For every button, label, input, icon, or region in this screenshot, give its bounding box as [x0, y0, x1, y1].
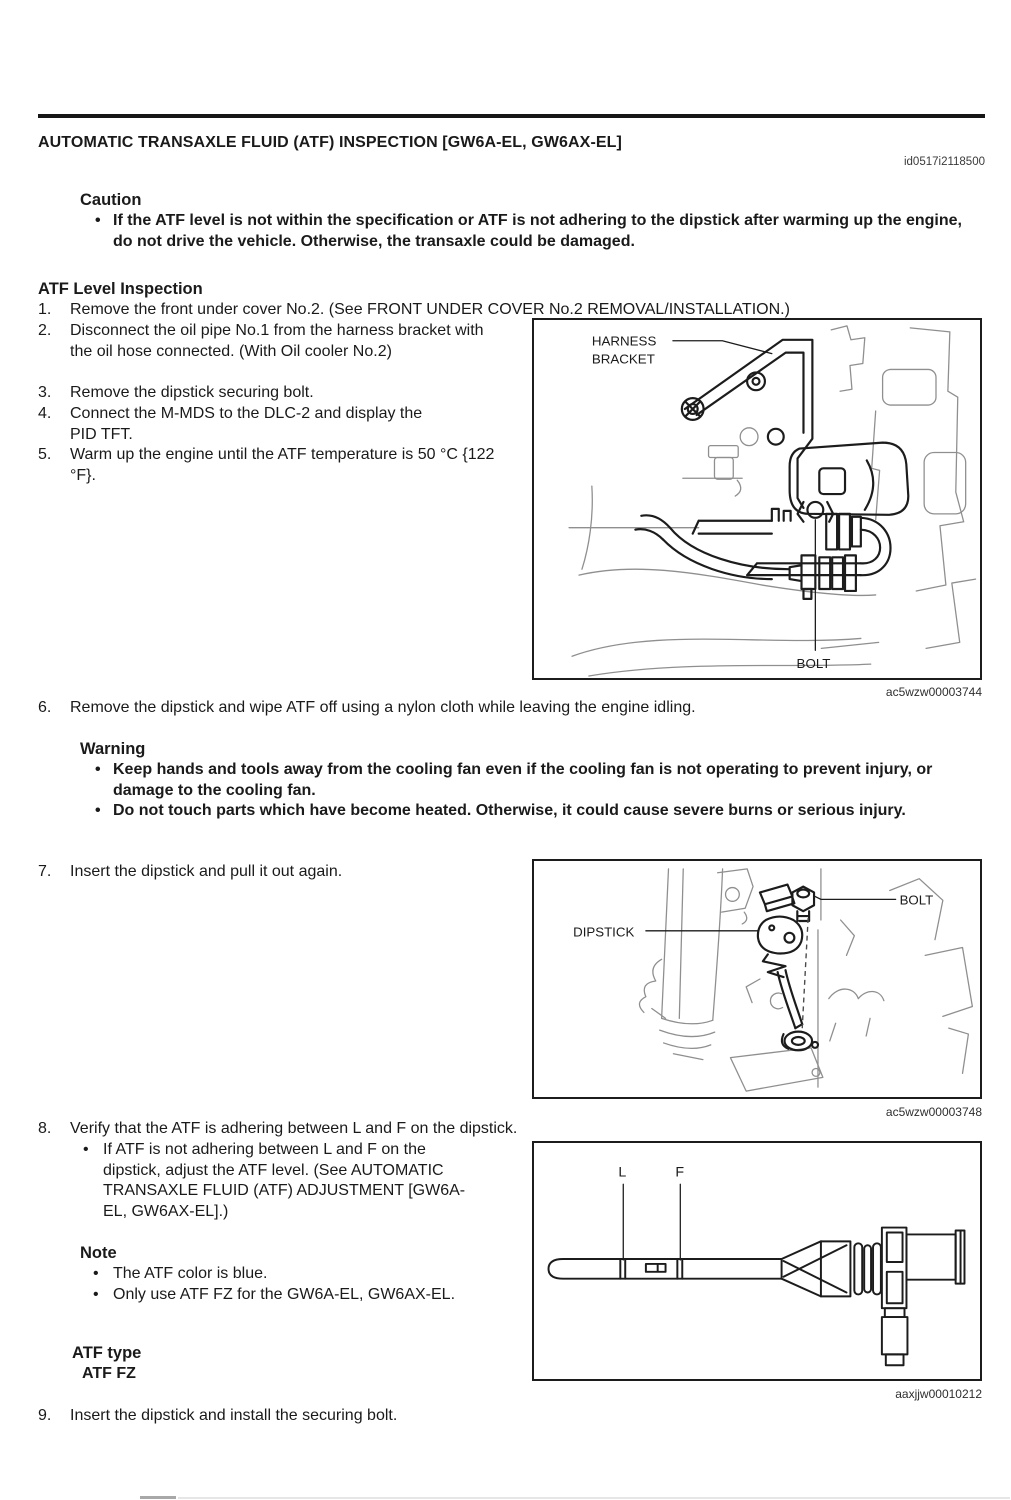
note-text-2: Only use ATF FZ for the GW6A-EL, GW6AX-EL.: [113, 1286, 456, 1303]
step-text: Connect the M-MDS to the DLC-2 and display the PID TFT.: [70, 405, 423, 443]
note-text-1: The ATF color is blue.: [113, 1265, 268, 1282]
step-6: [38, 698, 978, 719]
page-title: AUTOMATIC TRANSAXLE FLUID (ATF) INSPECTION [GW6A-EL, GW6AX-EL]: [38, 134, 622, 151]
figure-dipstick: [532, 859, 982, 1099]
dipstick-illustration: [534, 861, 980, 1097]
bolt-label: BOLT: [796, 656, 831, 672]
step-8-sub-text: If ATF is not adhering between L and F on the dipstick, adjust the ATF level. (See AUTOMATIC TRANSAXLE FLUID (ATF) ADJUSTMENT [GW6A-EL, GW6AX-EL].): [103, 1141, 466, 1221]
step-text: Remove the dipstick and wipe ATF off using a nylon cloth while leaving the engine idling.: [70, 699, 696, 716]
step-text: Disconnect the oil pipe No.1 from the harness bracket with the oil hose connected. (With Oil cooler No.2): [70, 322, 484, 360]
step-text: Insert the dipstick and pull it out again.: [70, 863, 343, 880]
page-bottom-line-faint: [178, 1497, 1010, 1499]
step-8: [38, 1119, 978, 1140]
step-text: Warm up the engine until the ATF temperature is 50 °C {122 °F}.: [70, 446, 495, 484]
step-5: [38, 445, 504, 486]
step-number: 9.: [38, 1407, 52, 1424]
note-bullet-1: [93, 1264, 493, 1285]
warning-bullet-2: [95, 801, 965, 822]
step-text: Remove the dipstick securing bolt.: [70, 384, 314, 401]
page-bottom-line: [140, 1496, 176, 1499]
caution-heading: Caution: [80, 191, 142, 209]
step-number: 4.: [38, 405, 52, 422]
step-4: [38, 404, 435, 445]
section-heading: ATF Level Inspection: [38, 280, 203, 298]
dipstick-level-illustration: [534, 1143, 980, 1379]
level-mark-f-label: F: [675, 1164, 685, 1181]
step-number: 3.: [38, 384, 52, 401]
note-heading: Note: [80, 1244, 117, 1262]
warning-text-2: Do not touch parts which have become heated. Otherwise, it could cause severe burns or serious injury.: [113, 802, 906, 819]
step-number: 8.: [38, 1120, 52, 1137]
step-3: [38, 383, 494, 404]
figure-dipstick-level-marks: [532, 1141, 982, 1381]
figure-caption: ac5wzw00003744: [885, 685, 982, 699]
bullet-glyph: •: [95, 761, 101, 778]
atf-type-value: ATF FZ: [82, 1365, 136, 1382]
step-2: [38, 321, 494, 362]
step-text: Verify that the ATF is adhering between L and F on the dipstick.: [70, 1120, 518, 1137]
step-7: [38, 862, 508, 883]
bullet-glyph: •: [95, 802, 101, 819]
harness-bracket-label-line2: BRACKET: [591, 351, 655, 367]
atf-type-heading: ATF type: [72, 1344, 142, 1362]
caution-text: If the ATF level is not within the specification or ATF is not adhering to the dipstick after warming up the engine, do not drive the vehicle. Otherwise, the transaxle could be damaged.: [113, 212, 962, 250]
level-mark-l-label: L: [618, 1164, 627, 1181]
figure-caption: ac5wzw00003748: [885, 1105, 982, 1119]
dipstick-label: DIPSTICK: [573, 924, 635, 940]
harness-bracket-label-line1: HARNESS: [591, 333, 657, 349]
step-text: Insert the dipstick and install the securing bolt.: [70, 1407, 398, 1424]
step-text: Remove the front under cover No.2. (See FRONT UNDER COVER No.2 REMOVAL/INSTALLATION.): [70, 301, 790, 318]
step-number: 1.: [38, 301, 52, 318]
bolt-label: BOLT: [899, 892, 934, 908]
step-number: 7.: [38, 863, 52, 880]
step-8-sub-bullet: [83, 1140, 487, 1223]
bullet-glyph: •: [83, 1141, 89, 1158]
caution-bullet: [95, 211, 985, 252]
note-bullet-2: [93, 1285, 468, 1306]
figure-harness-bracket: [532, 318, 982, 680]
bullet-glyph: •: [95, 212, 101, 229]
figure-caption: aaxjjw00010212: [895, 1387, 982, 1401]
top-rule: [38, 114, 985, 118]
step-9: [38, 1406, 978, 1427]
step-number: 5.: [38, 446, 52, 463]
step-number: 2.: [38, 322, 52, 339]
bullet-glyph: •: [93, 1265, 99, 1282]
warning-text-1: Keep hands and tools away from the cooling fan even if the cooling fan is not operating to prevent injury, or damage to the cooling fan.: [113, 761, 933, 799]
step-number: 6.: [38, 699, 52, 716]
document-id: id0517i2118500: [903, 156, 985, 168]
bullet-glyph: •: [93, 1286, 99, 1303]
harness-bracket-illustration: [534, 320, 980, 678]
warning-bullet-1: [95, 760, 987, 801]
warning-heading: Warning: [80, 740, 146, 758]
